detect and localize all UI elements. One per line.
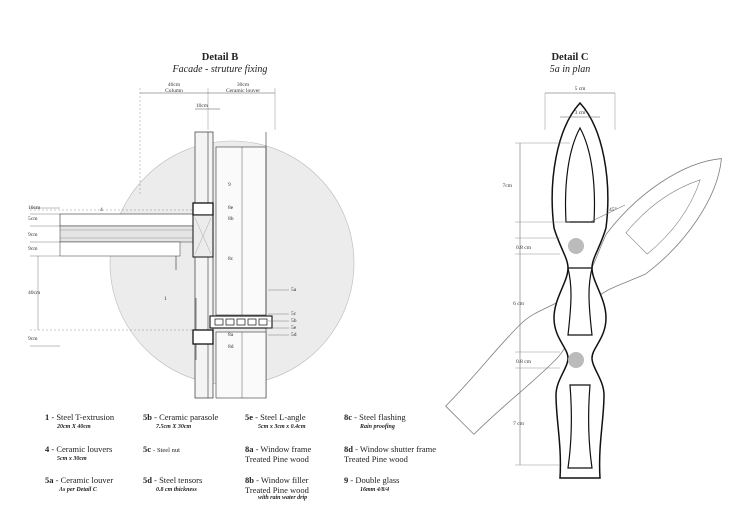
dim-middle: 6 cm <box>513 301 524 307</box>
legend-text: - Ceramic louvers <box>51 444 113 454</box>
detail-b-drawing <box>28 82 354 398</box>
legend-num: 8c <box>344 412 353 422</box>
tag-1: 1 <box>164 296 167 302</box>
legend-text: - Window shutter frame Treated Pine wood <box>344 444 437 465</box>
legend-item-8b <box>245 475 345 503</box>
tag-8e: 8e <box>228 205 234 211</box>
tag-5a: 5a <box>291 287 297 293</box>
dim-outer-width: 5 cm <box>574 86 586 92</box>
tag-8a: 8a <box>228 332 234 338</box>
legend-num: 5b <box>143 412 152 422</box>
legend-num: 8d <box>344 444 353 454</box>
legend-item-1 <box>45 412 145 431</box>
legend-item-8c <box>344 412 464 431</box>
legend-sub: Rain proofing <box>360 424 395 431</box>
legend-sub: 16mm 4/8/4 <box>360 487 390 494</box>
legend-text: - Double glass <box>350 475 400 485</box>
dim-left-4: 9cm <box>28 246 38 252</box>
legend-text: - Ceramic louver <box>55 475 114 485</box>
dim-top: 7cm <box>502 183 512 189</box>
dim-left-5: 40cm <box>28 290 41 296</box>
legend-num: 5c <box>143 444 152 454</box>
dim-column-value: 40cm <box>167 82 181 88</box>
legend-item-5a <box>45 475 145 494</box>
legend-num: 5d <box>143 475 152 485</box>
dim-left-1: 10cm <box>28 205 41 211</box>
legend-num: 1 <box>45 412 50 422</box>
legend-num: 9 <box>344 475 349 485</box>
dim-left-6: 9cm <box>28 336 38 342</box>
legend-text: - Steel tensors <box>154 475 203 485</box>
legend-item-5b <box>143 412 248 431</box>
legend-item-9 <box>344 475 464 494</box>
tag-4: 4 <box>100 207 103 213</box>
legend-item-8a <box>245 444 345 464</box>
legend-text: - Window filler Treated Pine wood <box>245 475 309 496</box>
legend-item-4 <box>45 444 145 463</box>
legend-sub: with rain water drip <box>258 495 308 502</box>
detail-c-subtitle: 5a in plan <box>549 64 591 76</box>
dim-dot2: 0.8 cm <box>516 359 531 365</box>
tag-5b: 5b <box>291 318 297 324</box>
dim-inner-width: 3 cm <box>574 110 586 116</box>
tensor-hole-bottom <box>568 352 584 368</box>
tensor-hole-top <box>568 238 584 254</box>
legend-text: - Steel nut <box>153 447 180 454</box>
dim-louver-value: 30cm <box>236 82 250 88</box>
dim-left-2: 5cm <box>28 216 38 222</box>
tag-5e: 5e <box>291 325 297 331</box>
tag-8d: 8d <box>228 344 234 350</box>
detail-b-title: Detail B <box>201 52 239 63</box>
dim-bottom: 7 cm <box>513 421 524 427</box>
legend-num: 4 <box>45 444 50 454</box>
detail-c-drawing <box>438 86 730 478</box>
legend-item-5c <box>143 444 248 455</box>
legend-sub: 5cm x 30cm <box>57 456 87 463</box>
tag-5d: 5d <box>291 332 297 338</box>
legend-sub: 5cm x 3cm x 0.4cm <box>258 424 306 431</box>
legend-item-5d <box>143 475 248 494</box>
tag-9: 9 <box>228 182 231 188</box>
detail-c-title: Detail C <box>551 52 589 63</box>
legend-num: 5e <box>245 412 254 422</box>
legend-sub: As per Detail C <box>59 487 97 494</box>
tag-5c: 5c <box>291 311 297 317</box>
dim-left-3: 9cm <box>28 232 38 238</box>
legend-text: - Window frame Treated Pine wood <box>245 444 312 465</box>
tag-8c: 8c <box>228 256 234 262</box>
legend-sub: 20cm X 40cm <box>57 424 91 431</box>
dim-column-label: Column <box>165 88 183 94</box>
dim-gap-value: 10cm <box>195 103 209 109</box>
dim-louver-label: Ceramic louver <box>225 88 261 94</box>
detail-b-subtitle: Facade - struture fixing <box>172 64 268 76</box>
legend-num: 8a <box>245 444 254 454</box>
legend-num: 8b <box>245 475 254 485</box>
legend-num: 5a <box>45 475 54 485</box>
legend-text: - Steel T-extrusion <box>51 412 115 422</box>
legend-sub: 0.8 cm thickness <box>156 487 197 494</box>
legend-item-8d <box>344 444 469 464</box>
dim-angle: 45° <box>609 207 617 213</box>
legend-sub: 7.5cm X 30cm <box>156 424 192 431</box>
legend-text: - Steel L-angle <box>255 412 306 422</box>
tag-8b: 8b <box>228 216 234 222</box>
legend-text: - Steel flashing <box>354 412 406 422</box>
legend-item-5e <box>245 412 345 431</box>
dim-dot1: 0.8 cm <box>516 245 531 251</box>
legend-text: - Ceramic parasole <box>154 412 219 422</box>
